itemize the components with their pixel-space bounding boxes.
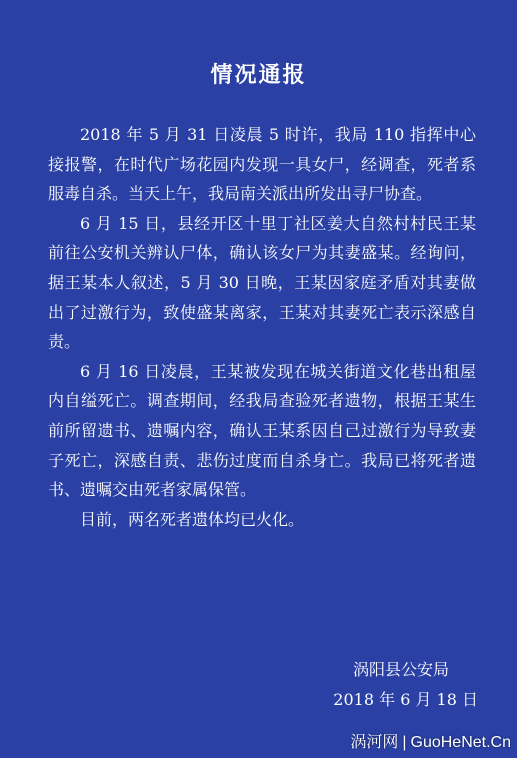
notice-body bbox=[48, 120, 476, 534]
signature-date: 2018 年 6 月 18 日 bbox=[333, 690, 478, 709]
paragraph-incident: 2018 年 5 月 31 日凌晨 5 时许，我局 110 指挥中心接报警，在时代广场花园内发现一具女尸，经调查，死者系服毒自杀。当天上午，我局南关派出所发出寻尸协查。 bbox=[48, 125, 476, 204]
notice-title: 情况通报 bbox=[210, 62, 307, 88]
paragraph-investigation: 6 月 16 日凌晨，王某被发现在城关街道文化巷出租屋内自缢死亡。调查期间，经我局查验死者遗物，根据王某生前所留遗书、遗嘱内容，确认王某系因自己过激行为导致妻子死亡，深感自责、悲伤过度而自杀身亡。我局已将死者遗书、遗嘱交由死者家属保管。 bbox=[48, 361, 476, 500]
site-watermark bbox=[350, 729, 511, 752]
watermark-domain: GuoHeNet.Cn bbox=[410, 734, 511, 751]
paragraph-identification: 6 月 15 日，县经开区十里丁社区姜大自然村村民王某前往公安机关辨认尸体，确认该女尸为其妻盛某。经询问，据王某本人叙述，5 月 30 日晚，王某因家庭矛盾对其妻做出了过激行为，致使盛某离家，王某对其妻死亡表示深感自责。 bbox=[48, 213, 476, 352]
watermark-separator: | bbox=[402, 734, 407, 751]
paragraph-cremation: 目前，两名死者遗体均已火化。 bbox=[80, 509, 305, 529]
signature-organization: 涡阳县公安局 bbox=[352, 660, 449, 679]
watermark-site-name: 涡河网 bbox=[350, 734, 399, 751]
signature-block bbox=[308, 655, 478, 715]
